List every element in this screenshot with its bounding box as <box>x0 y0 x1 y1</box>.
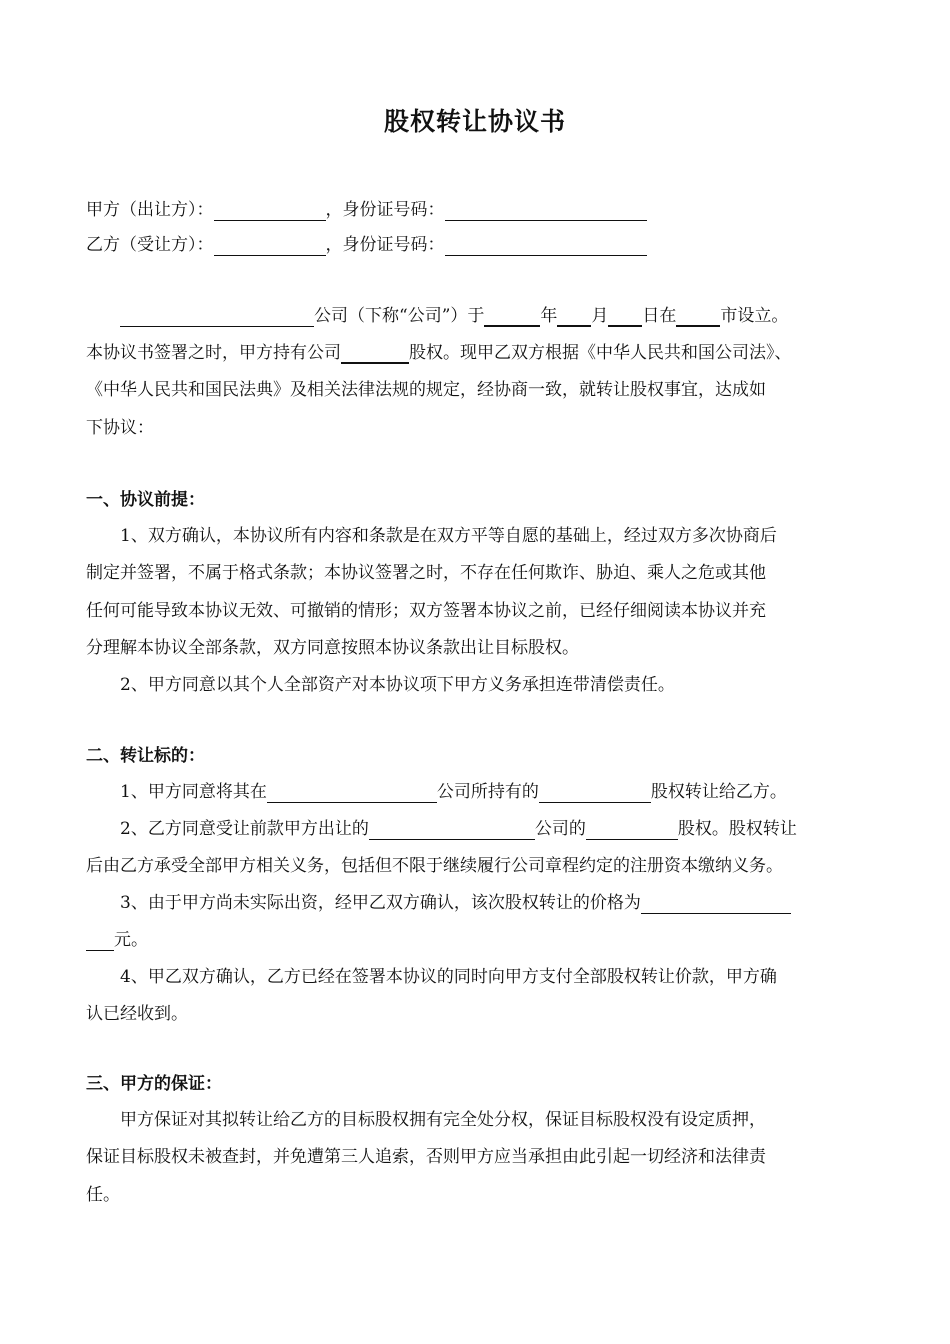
city-label: 市设立。 <box>720 306 789 326</box>
s1-p1-line-4: 分理解本协议全部条款，双方同意按照本协议条款出让目标股权。 <box>86 638 579 658</box>
s2-p4-line-1: 4、甲乙双方确认，乙方已经在签署本协议的同时向甲方支付全部股权转让价款，甲方确 <box>120 967 777 987</box>
intro-text: 公司（下称“公司”）于 <box>314 306 485 326</box>
s2-p1 <box>86 774 900 810</box>
intro-text: 本协议书签署之时，甲方持有公司 <box>86 343 341 363</box>
s3-line-2: 保证目标股权未被查封，并免遭第三人追索，否则甲方应当承担由此引起一切经济和法律责 <box>86 1147 766 1167</box>
s1-p2: 2、甲方同意以其个人全部资产对本协议项下甲方义务承担连带清偿责任。 <box>120 675 675 695</box>
day-blank <box>608 303 642 327</box>
intro-line-4: 下协议： <box>86 418 154 438</box>
s2-p1-text: 1、甲方同意将其在 <box>120 782 267 802</box>
year-label: 年 <box>540 306 558 326</box>
day-label: 日在 <box>642 306 677 326</box>
section-2-heading: 二、转让标的： <box>86 746 205 766</box>
s2-p2-share-blank <box>586 817 678 840</box>
s2-p3-text: 3、由于甲方尚未实际出资，经甲乙双方确认，该次股权转让的价格为 <box>120 893 641 913</box>
s2-p2-text: 2、乙方同意受让前款甲方出让的 <box>120 819 369 839</box>
s2-p2-company-blank <box>369 817 535 840</box>
s1-p1-line-3: 任何可能导致本协议无效、可撤销的情形；双方签署本协议之前，已经仔细阅读本协议并充 <box>86 601 766 621</box>
s2-share-blank <box>539 780 651 803</box>
party-a-id-blank <box>445 198 647 221</box>
year-blank <box>484 303 540 327</box>
party-b-id-blank <box>445 233 647 256</box>
s2-p2-text: 股权。股权转让 <box>677 819 797 839</box>
s2-p2-line-2: 后由乙方承受全部甲方相关义务，包括但不限于继续履行公司章程约定的注册资本缴纳义务。 <box>86 856 783 876</box>
intro-text: 股权。现甲乙双方根据《中华人民共和国公司法》、 <box>409 343 792 363</box>
party-a-line <box>86 192 866 228</box>
party-a-name-blank <box>214 198 326 221</box>
intro-line-1 <box>86 298 866 334</box>
section-3-heading: 三、甲方的保证： <box>86 1074 222 1094</box>
s3-line-1: 甲方保证对其拟转让给乙方的目标股权拥有完全处分权，保证目标股权没有设定质押， <box>120 1110 766 1130</box>
section-1-heading: 一、协议前提： <box>86 490 205 510</box>
s1-p1-line-1: 1、双方确认，本协议所有内容和条款是在双方平等自愿的基础上，经过双方多次协商后 <box>120 526 777 546</box>
s3-line-3: 任。 <box>86 1185 120 1205</box>
s2-company-blank <box>267 780 437 803</box>
party-b-line <box>86 227 866 263</box>
share-blank <box>341 340 409 364</box>
month-blank <box>557 303 591 327</box>
party-a-id-label: ，身份证号码： <box>325 200 445 220</box>
intro-line-2 <box>86 335 866 371</box>
company-name-blank <box>120 304 314 327</box>
party-b-id-label: ，身份证号码： <box>325 235 445 255</box>
intro-line-3: 《中华人民共和国民法典》及相关法律法规的规定，经协商一致，就转让股权事宜，达成如 <box>86 380 766 400</box>
s1-p1-line-2: 制定并签署，不属于格式条款；本协议签署之时，不存在任何欺诈、胁迫、乘人之危或其他 <box>86 563 766 583</box>
s2-p3-line-2 <box>86 922 866 958</box>
month-label: 月 <box>591 306 609 326</box>
s2-p2-text: 公司的 <box>534 819 586 839</box>
s2-p1-text: 股权转让给乙方。 <box>650 782 787 802</box>
price-blank <box>641 891 791 914</box>
party-b-label: 乙方（受让方）： <box>86 235 214 255</box>
city-blank <box>676 303 720 327</box>
party-a-label: 甲方（出让方）： <box>86 200 214 220</box>
price-unit: 元。 <box>114 930 148 950</box>
s2-p3-line-1 <box>86 885 900 921</box>
document-title: 股权转让协议书 <box>383 107 566 136</box>
price-blank-continued <box>86 928 114 951</box>
s2-p1-text: 公司所持有的 <box>436 782 539 802</box>
s2-p2-line-1 <box>86 811 900 847</box>
party-b-name-blank <box>214 233 326 256</box>
s2-p4-line-2: 认已经收到。 <box>86 1004 188 1024</box>
